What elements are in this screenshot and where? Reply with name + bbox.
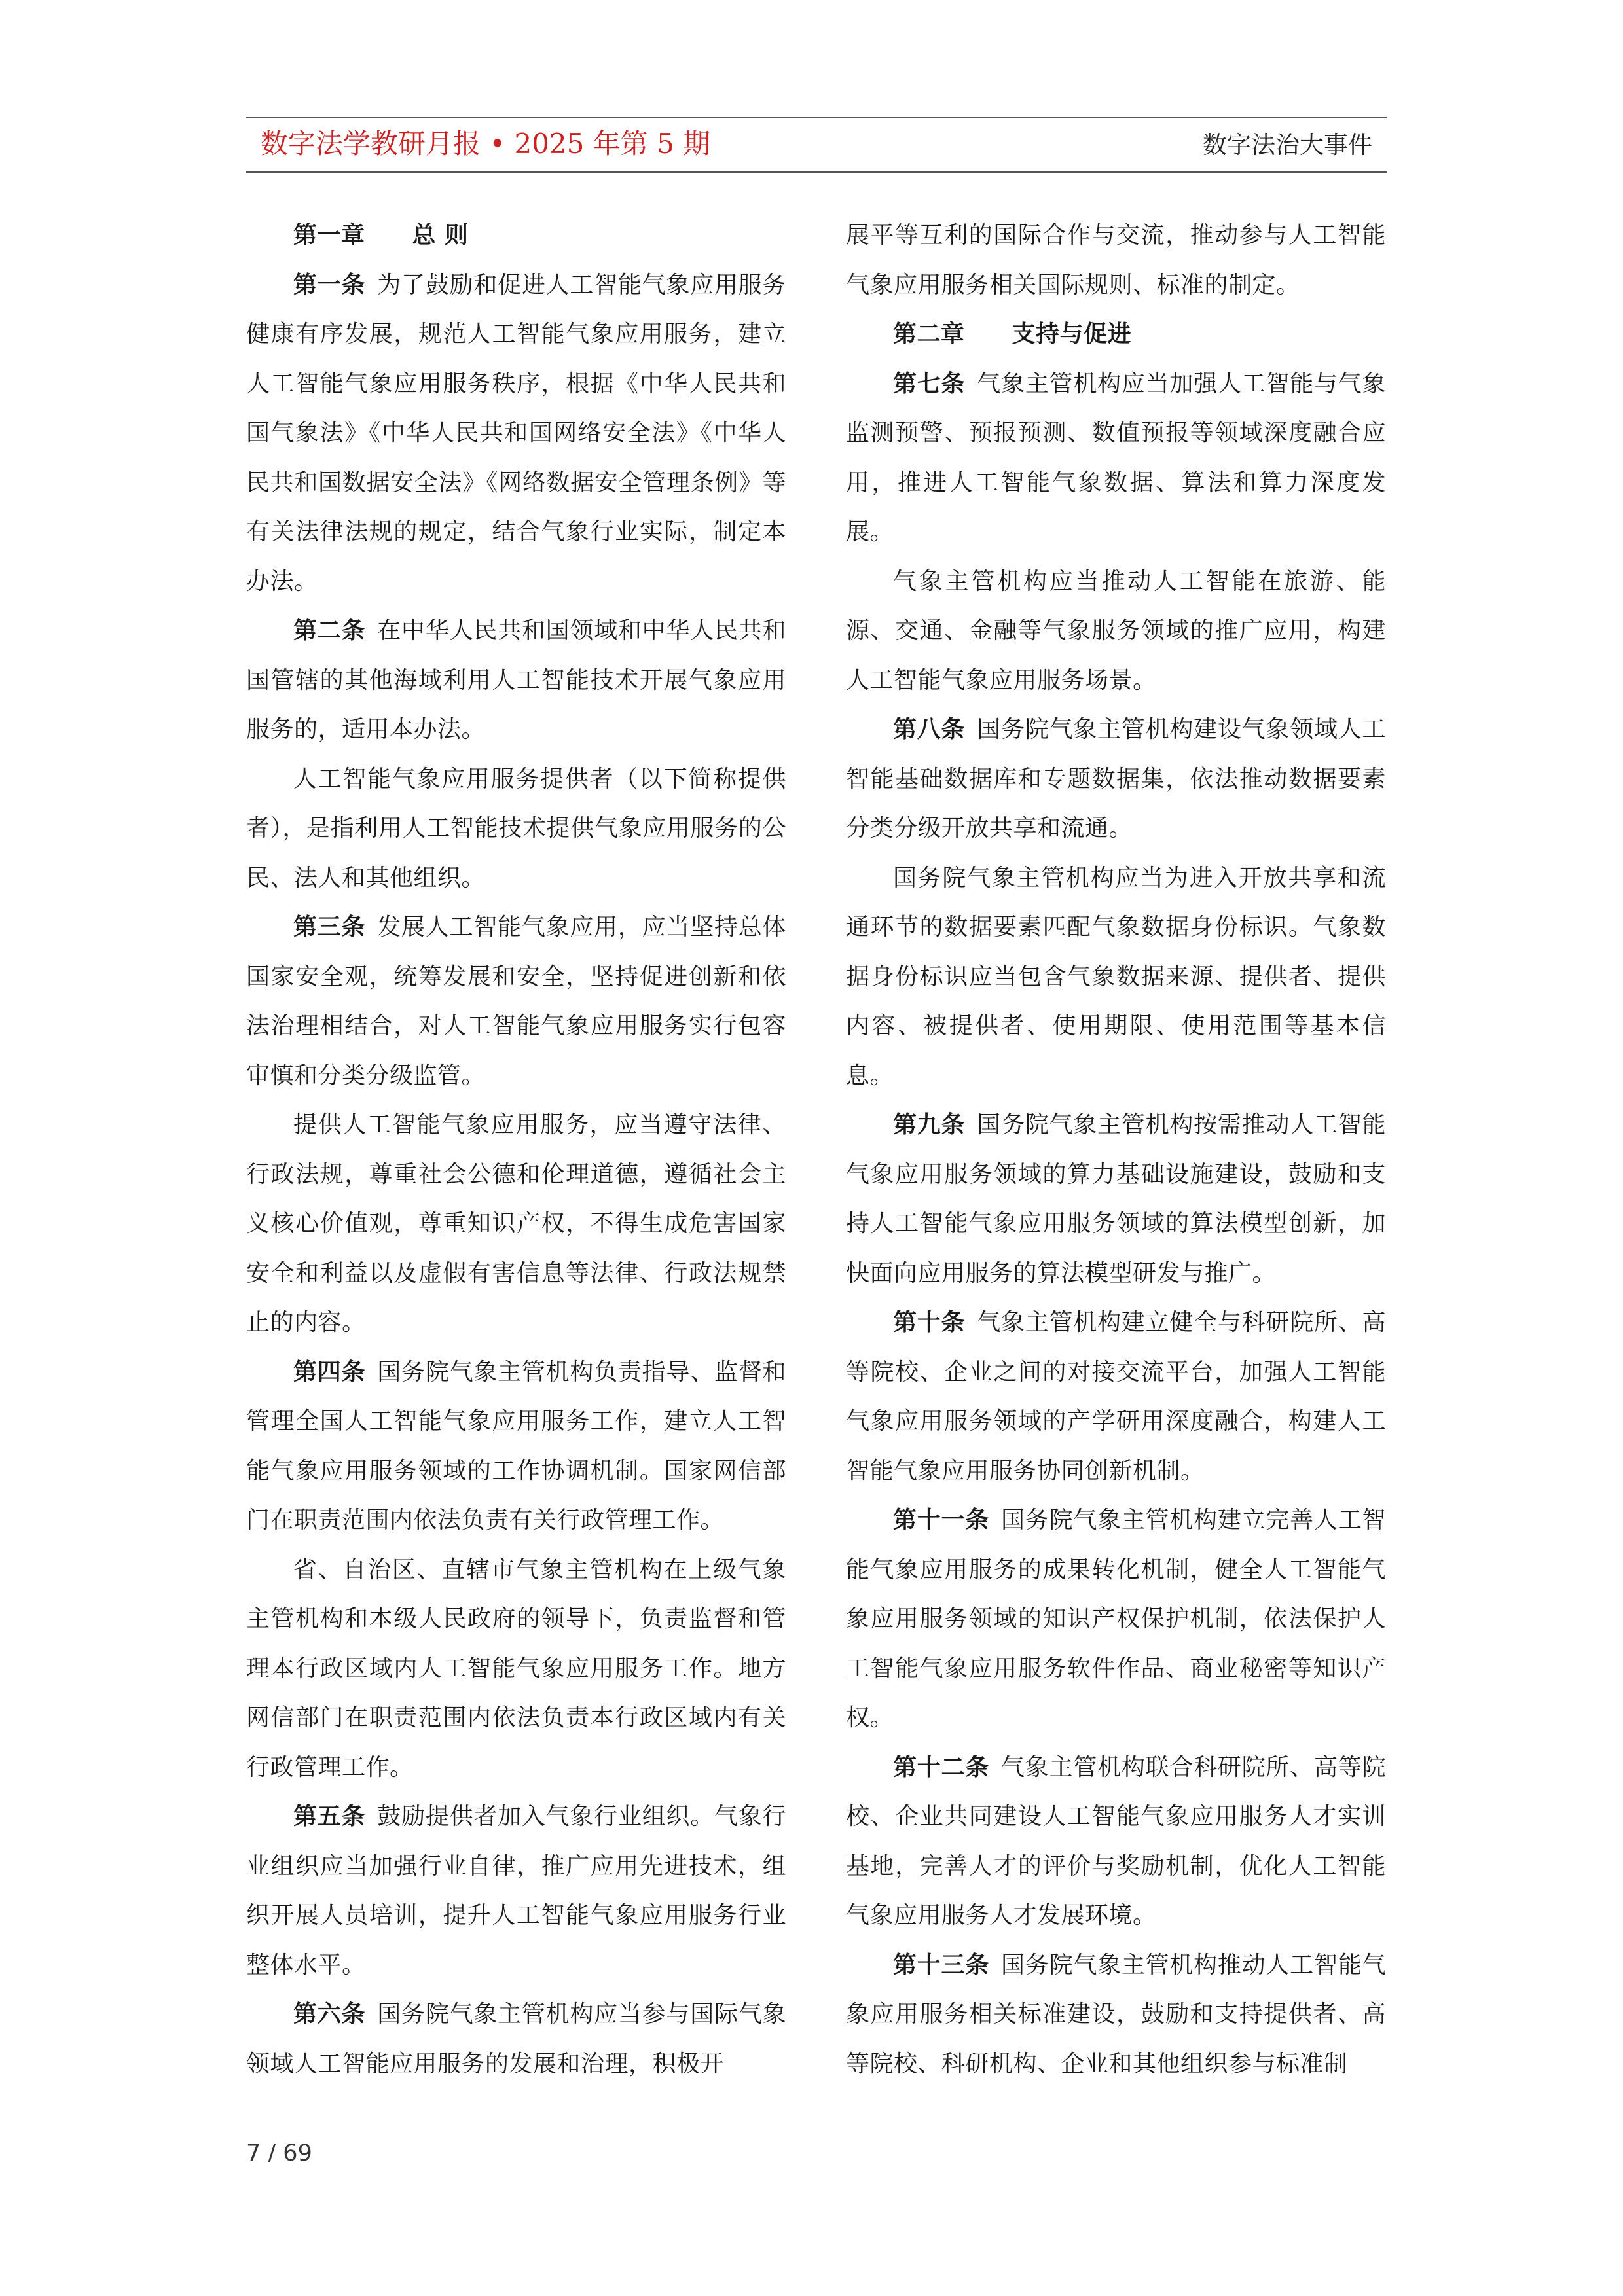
article-text: 气象主管机构应当加强人工智能与气象监测预警、预报预测、数值预报等领域深度融合应用，推进人工智能气象数据、算法和算力深度发展。	[846, 370, 1386, 545]
article-paragraph	[246, 1792, 786, 1990]
article-label: 第九条	[893, 1111, 966, 1138]
article-label: 第八条	[893, 715, 966, 743]
continued-paragraph: 展平等互利的国际合作与交流，推动参与人工智能气象应用服务相关国际规则、标准的制定。	[846, 222, 1386, 298]
article-paragraph	[846, 359, 1386, 557]
body-paragraph: 省、自治区、直辖市气象主管机构在上级气象主管机构和本级人民政府的领导下，负责监督和管理本行政区域内人工智能气象应用服务工作。地方网信部门在职责范围内依法负责本行政区域内有关行政管理工作。	[246, 1556, 786, 1781]
article-paragraph	[846, 1743, 1386, 1941]
section-label: 数字法治大事件	[1203, 131, 1372, 159]
article-paragraph	[846, 1298, 1386, 1496]
chapter-heading	[846, 310, 1386, 359]
article-label: 第三条	[293, 913, 366, 941]
article-paragraph	[846, 1496, 1386, 1743]
article-paragraph	[846, 1941, 1386, 2089]
article-text: 国务院气象主管机构建设气象领域人工智能基础数据库和专题数据集，依法推动数据要素分类分级开放共享和流通。	[846, 716, 1386, 842]
body-paragraph: 气象主管机构应当推动人工智能在旅游、能源、交通、金融等气象服务领域的推广应用，构建人工智能气象应用服务场景。	[846, 567, 1386, 694]
chapter-number: 第二章	[893, 320, 965, 348]
article-text: 国务院气象主管机构按需推动人工智能气象应用服务领域的算力基础设施建设，鼓励和支持人工智能气象应用服务领域的算法模型创新，加快面向应用服务的算法模型研发与推广。	[846, 1111, 1386, 1287]
chapter-title: 支持与促进	[1012, 320, 1132, 348]
article-label: 第十一条	[893, 1506, 990, 1534]
article-label: 第六条	[293, 2000, 366, 2028]
left-column	[246, 211, 786, 2089]
article-paragraph	[846, 1100, 1386, 1298]
body-paragraph: 人工智能气象应用服务提供者（以下简称提供者），是指利用人工智能技术提供气象应用服务的公民、法人和其他组织。	[246, 765, 786, 891]
page-number: 7 / 69	[246, 2140, 312, 2166]
article-paragraph	[246, 606, 786, 755]
article-text: 国务院气象主管机构应当参与国际气象领域人工智能应用服务的发展和治理，积极开	[246, 2001, 786, 2077]
article-paragraph	[246, 1990, 786, 2089]
article-text: 在中华人民共和国领域和中华人民共和国管辖的其他海域利用人工智能技术开展气象应用服务的，适用本办法。	[246, 617, 786, 743]
article-paragraph	[246, 903, 786, 1100]
article-text: 发展人工智能气象应用，应当坚持总体国家安全观，统筹发展和安全，坚持促进创新和依法治理相结合，对人工智能气象应用服务实行包容审慎和分类分级监管。	[246, 914, 786, 1089]
article-label: 第七条	[893, 369, 966, 397]
article-text: 鼓励提供者加入气象行业组织。气象行业组织应当加强行业自律，推广应用先进技术，组织开展人员培训，提升人工智能气象应用服务行业整体水平。	[246, 1803, 786, 1979]
chapter-heading	[246, 211, 786, 260]
chapter-number: 第一章	[293, 221, 365, 249]
right-column	[846, 211, 1386, 2089]
article-paragraph	[246, 1348, 786, 1545]
article-text: 国务院气象主管机构推动人工智能气象应用服务相关标准建设，鼓励和支持提供者、高等院校、科研机构、企业和其他组织参与标准制	[846, 1951, 1386, 2077]
chapter-title: 总 则	[412, 221, 469, 249]
article-text: 气象主管机构联合科研院所、高等院校、企业共同建设人工智能气象应用服务人才实训基地，完善人才的评价与奖励机制，优化人工智能气象应用服务人才发展环境。	[846, 1753, 1386, 1929]
article-label: 第五条	[293, 1803, 366, 1830]
article-label: 第十三条	[893, 1950, 990, 1979]
article-paragraph	[846, 705, 1386, 853]
article-text: 为了鼓励和促进人工智能气象应用服务健康有序发展，规范人工智能气象应用服务，建立人工智能气象应用服务秩序，根据《中华人民共和国气象法》《中华人民共和国网络安全法》《中华人民共和国数据安全法》《网络数据安全管理条例》等有关法律法规的规定，结合气象行业实际，制定本办法。	[246, 271, 786, 595]
article-text: 气象主管机构建立健全与科研院所、高等院校、企业之间的对接交流平台，加强人工智能气象应用服务领域的产学研用深度融合，构建人工智能气象应用服务协同创新机制。	[846, 1309, 1386, 1484]
journal-title: 数字法学教研月报 • 2025 年第 5 期	[261, 128, 711, 160]
article-label: 第一条	[293, 270, 366, 298]
article-label: 第十条	[893, 1308, 966, 1336]
article-label: 第二条	[293, 617, 366, 644]
article-text: 国务院气象主管机构负责指导、监督和管理全国人工智能气象应用服务工作，建立人工智能气象应用服务领域的工作协调机制。国家网信部门在职责范围内依法负责有关行政管理工作。	[246, 1358, 786, 1534]
body-paragraph: 国务院气象主管机构应当为进入开放共享和流通环节的数据要素匹配气象数据身份标识。气象数据身份标识应当包含气象数据来源、提供者、提供内容、被提供者、使用期限、使用范围等基本信息。	[846, 864, 1386, 1089]
header-bottom-rule	[246, 171, 1387, 173]
article-text: 国务院气象主管机构建立完善人工智能气象应用服务的成果转化机制，健全人工智能气象应用服务领域的知识产权保护机制，依法保护人工智能气象应用服务软件作品、商业秘密等知识产权。	[846, 1507, 1386, 1731]
header-top-rule	[246, 117, 1387, 118]
article-label: 第十二条	[893, 1753, 990, 1781]
article-paragraph	[246, 260, 786, 607]
body-paragraph: 提供人工智能气象应用服务，应当遵守法律、行政法规，尊重社会公德和伦理道德，遵循社会主义核心价值观，尊重知识产权，不得生成危害国家安全和利益以及虚假有害信息等法律、行政法规禁止的内容。	[246, 1111, 786, 1336]
article-label: 第四条	[293, 1357, 366, 1386]
